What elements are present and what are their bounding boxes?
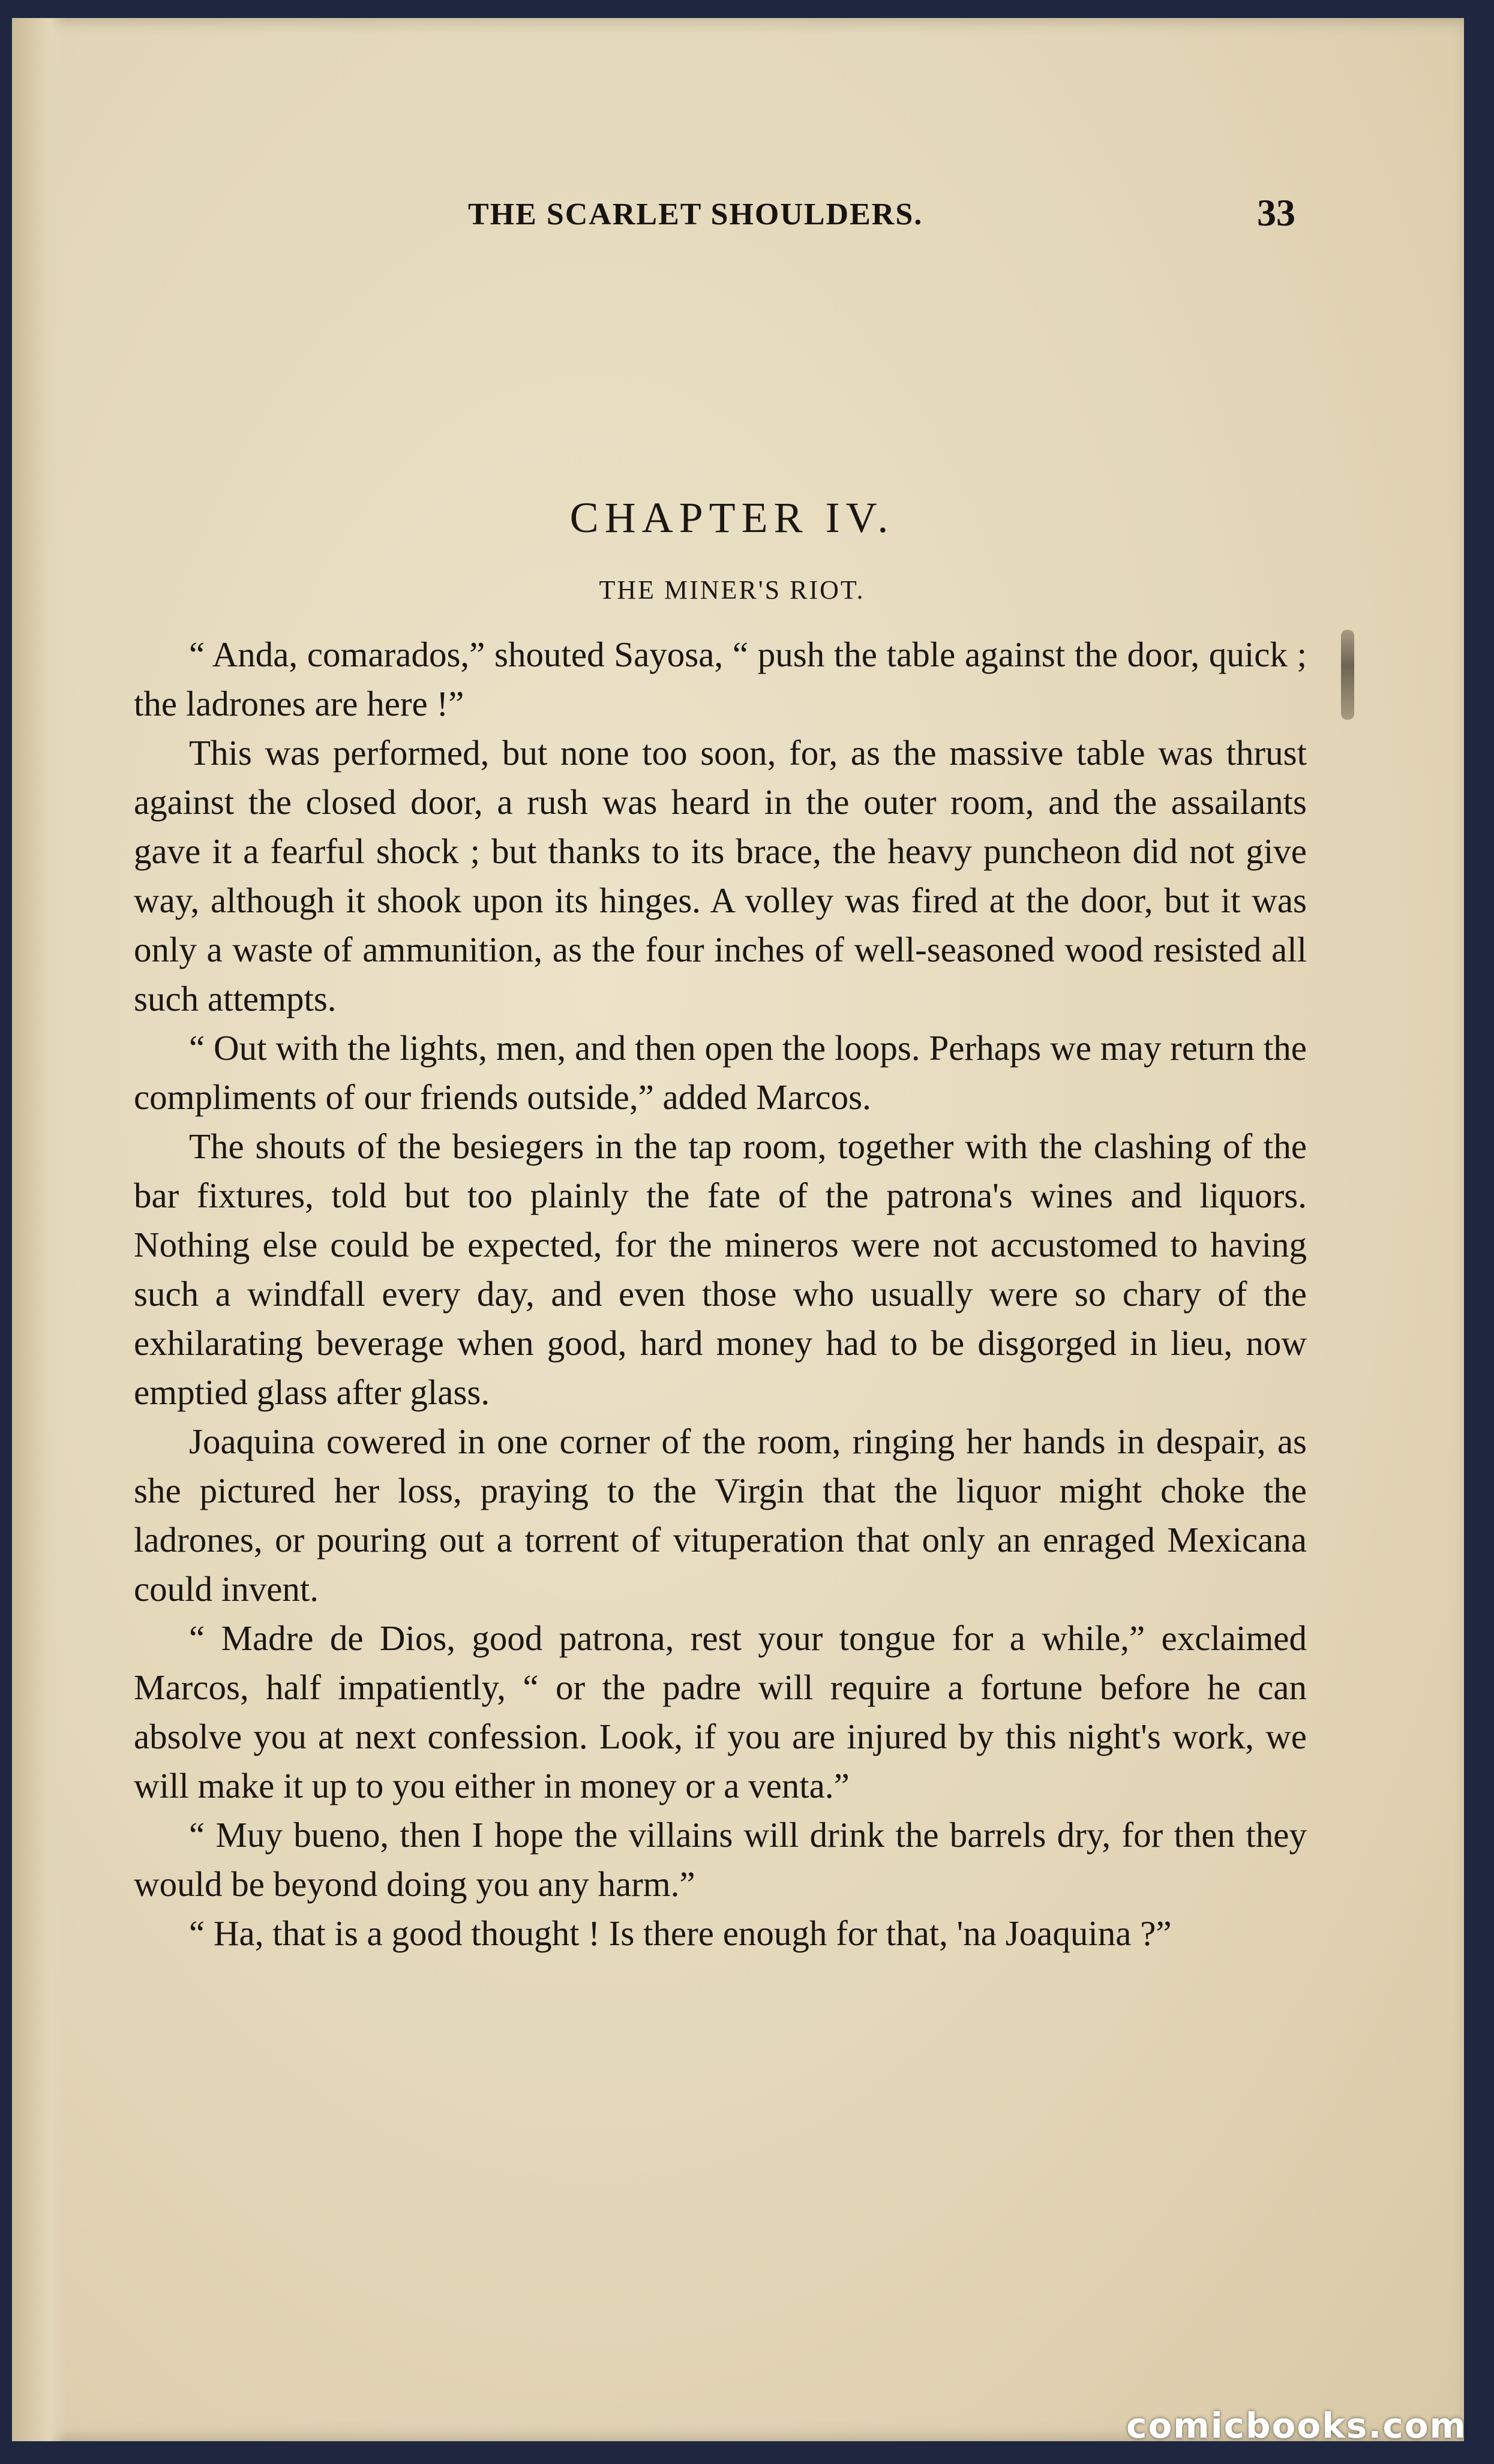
page-spine-shadow xyxy=(12,18,66,2441)
page-number: 33 xyxy=(1257,191,1295,234)
paragraph: “ Muy bueno, then I hope the villains will drink the barrels dry, for then they would be beyond doing you any harm.” xyxy=(134,1815,1307,1904)
chapter-subtitle: THE MINER'S RIOT. xyxy=(599,575,865,605)
book-page xyxy=(12,18,1464,2441)
watermark-logo: comicbooks.com xyxy=(1126,2405,1467,2446)
paragraph: Joaquina cowered in one corner of the room, ringing her hands in despair, as she pictured her loss, praying to the Virgin that the liquor might choke the ladrones, or pouring out a torrent of vituperation that only an enraged Mexicana could invent. xyxy=(134,1422,1307,1609)
page-edge-blemish xyxy=(1341,630,1354,720)
paragraph: The shouts of the besiegers in the tap room, together with the clashing of the bar fixtures, told but too plainly the fate of the patrona's wines and liquors. Nothing else could be expected, for the mineros were not accustomed to having such a windfall every day, and even those who usually were so chary of the exhilarating beverage when good, hard money had to be disgorged in lieu, now emptied glass after glass. xyxy=(134,1126,1307,1412)
paragraph: “ Ha, that is a good thought ! Is there enough for that, 'na Joaquina ?” xyxy=(189,1913,1172,1953)
paragraph: “ Madre de Dios, good patrona, rest your tongue for a while,” exclaimed Marcos, half impatiently, “ or the padre will require a fortune before he can absolve you at next confession. Look, if you are injured by this night's work, we will make it up to you either in money or a venta.” xyxy=(134,1618,1307,1805)
running-title: THE SCARLET SHOULDERS. xyxy=(468,197,923,232)
chapter-title: CHAPTER IV. xyxy=(569,494,895,542)
paragraph: “ Out with the lights, men, and then open the loops. Perhaps we may return the compliments of our friends outside,” added Marcos. xyxy=(134,1028,1307,1117)
body-text xyxy=(134,630,1307,1958)
paragraph: “ Anda, comarados,” shouted Sayosa, “ push the table against the door, quick ; the ladrones are here !” xyxy=(134,635,1307,723)
page-header xyxy=(12,180,1464,252)
paragraph: This was performed, but none too soon, for, as the massive table was thrust against the closed door, a rush was heard in the outer room, and the assailants gave it a fearful shock ; but thanks to its brace, the heavy puncheon did not give way, although it shook upon its hinges. A volley was fired at the door, but it was only a waste of ammunition, as the four inches of well-seasoned wood resisted all such attempts. xyxy=(134,733,1307,1018)
